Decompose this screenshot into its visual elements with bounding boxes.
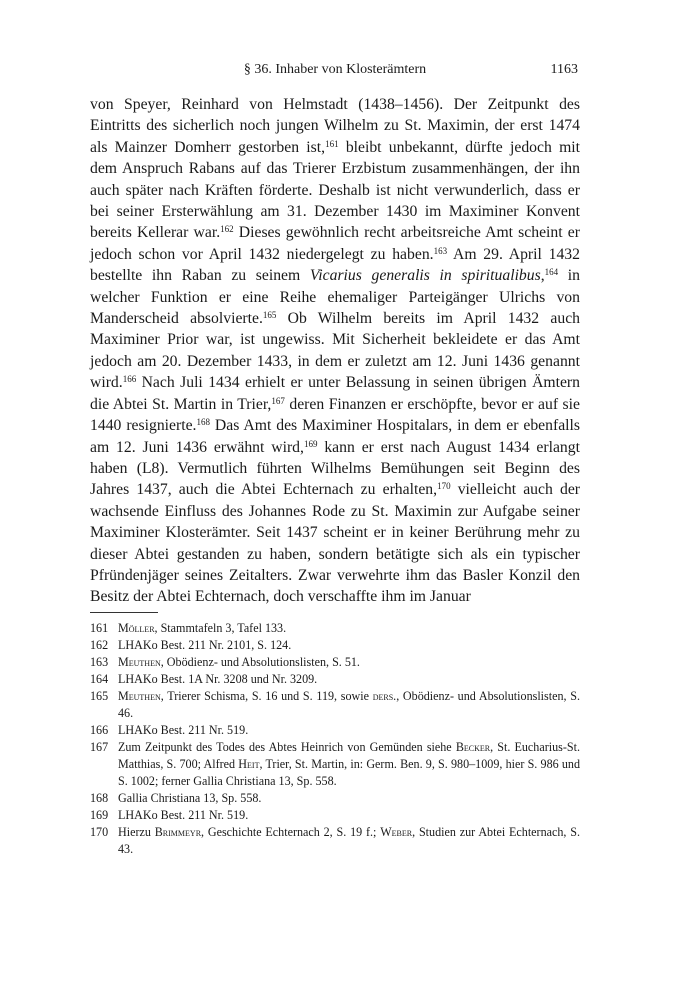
footnote-ref-161[interactable]: 161 xyxy=(325,138,339,149)
body-text-segment: kann er erst nach August 1434 erlangt haben (L8). Vermutlich führten Wilhelms Bemühungen seit Beginn des Jahres 1437, auch die Abtei Echternach zu erhalten, xyxy=(90,438,580,499)
author-name: Heit xyxy=(238,757,260,771)
footnote-text: LHAKo Best. 211 Nr. 519. xyxy=(118,808,249,822)
footnote-number: 166 xyxy=(90,723,109,737)
author-name: Brimmeyr xyxy=(154,825,202,839)
body-text-segment: Nach Juli 1434 erhielt er unter Belassung in seinen übrigen Ämtern die Abtei St. Martin in Trier, xyxy=(90,374,580,413)
footnote-169 xyxy=(90,807,580,824)
body-text-segment: vielleicht auch der wachsende Einfluss des Johannes Rode zu St. Maximin zur Aufgabe seiner Maximiner Klosterämter. Seit 1437 scheint er in keiner Berührung mehr zu dieser Abtei gestanden zu haben, sondern betätigte sich als ein typischer Pfründenjäger seines Zeitalters. Zwar verwehrte ihm das Basler Konzil den Besitz der Abtei Echternach, doch verschaffte ihm im Januar xyxy=(90,481,581,606)
footnote-text: , Studien zur Abtei Echternach, S. 43. xyxy=(118,825,580,856)
footnote-166 xyxy=(90,722,580,739)
footnote-167 xyxy=(90,739,580,790)
footnote-ref-170[interactable]: 170 xyxy=(437,481,451,492)
footnote-ref-166[interactable]: 166 xyxy=(122,374,137,385)
footnote-number: 167 xyxy=(90,740,109,754)
footnote-number: 165 xyxy=(90,689,109,703)
body-text-segment: bleibt unbekannt, dürfte jedoch mit dem Anspruch Rabans auf das Trierer Erzbistum zusammenhängen, der ihn auch später nach Kräften förderte. Deshalb ist nicht verwunderlich, dass er bei seiner Ersterwählung am 31. Dezember 1430 im Maximiner Konvent bereits Kellerar war. xyxy=(90,138,580,242)
footnote-168 xyxy=(90,790,580,807)
footnote-163 xyxy=(90,654,580,671)
footnote-text: , Obödienz- und Absolutionslisten, S. 46. xyxy=(118,689,580,720)
footnote-161 xyxy=(90,620,580,637)
footnotes xyxy=(90,620,580,858)
footnote-165 xyxy=(90,688,580,722)
footnote-separator xyxy=(90,612,158,613)
author-name: Meuthen xyxy=(118,689,161,703)
author-name: Becker xyxy=(455,740,491,754)
body-paragraph xyxy=(90,94,580,608)
body-text-segment: deren Finanzen er erschöpfte, bevor er auf sie 1440 resignierte. xyxy=(90,395,580,435)
footnote-text: LHAKo Best. 211 Nr. 2101, S. 124. xyxy=(118,638,292,652)
footnote-number: 162 xyxy=(90,638,109,652)
footnote-170 xyxy=(90,824,580,858)
body-text-segment: , xyxy=(540,267,545,285)
footnote-ref-163[interactable]: 163 xyxy=(433,245,448,256)
running-title: § 36. Inhaber von Klosterämtern xyxy=(243,62,427,77)
running-head xyxy=(92,62,578,82)
footnote-number: 163 xyxy=(90,655,109,669)
footnote-ref-168[interactable]: 168 xyxy=(196,417,210,428)
body-text-segment: von Speyer, Reinhard von Helmstadt (1438–1456). Der Zeitpunkt des Eintritts des sicherlich noch jungen Wilhelm zu St. Maximin, der erst 1474 als Mainzer Domherr gestorben ist, xyxy=(90,96,580,156)
footnote-text: Gallia Christiana 13, Sp. 558. xyxy=(118,791,262,805)
footnote-164 xyxy=(90,671,580,688)
footnote-ref-169[interactable]: 169 xyxy=(303,438,318,449)
footnote-number: 161 xyxy=(90,621,109,635)
footnote-text: , St. Eucharius-St. Matthias, S. 700; Alfred xyxy=(118,740,580,771)
author-name: Möller xyxy=(118,621,155,635)
footnote-text: Zum Zeitpunkt des Todes des Abtes Heinrich von Gemünden siehe xyxy=(118,740,456,754)
footnote-number: 164 xyxy=(90,672,109,686)
body-text-segment: in welcher Funktion er eine Reihe ehemaliger Parteigänger Ulrichs von Manderscheid absolvierte. xyxy=(90,267,581,328)
footnote-number: 168 xyxy=(90,791,109,805)
footnote-ref-162[interactable]: 162 xyxy=(220,224,234,235)
author-name: Weber xyxy=(380,825,413,839)
footnote-text: , Trier, St. Martin, in: Germ. Ben. 9, S. 980–1009, hier S. 986 und S. 1002; ferner Gallia Christiana 13, Sp. 558. xyxy=(118,757,580,788)
footnote-ref-167[interactable]: 167 xyxy=(271,395,285,406)
footnote-ref-164[interactable]: 164 xyxy=(544,267,559,278)
italic-term: Vicarius generalis in spiritualibus xyxy=(309,267,541,285)
body-text-segment: Das Amt des Maximiner Hospitalars, in dem er ebenfalls am 12. Juni 1436 erwähnt wird, xyxy=(90,417,580,456)
footnote-text: LHAKo Best. 211 Nr. 519. xyxy=(118,723,249,737)
footnote-number: 169 xyxy=(90,808,109,822)
footnote-text: , Obödienz- und Absolutionslisten, S. 51. xyxy=(160,655,360,669)
footnote-number: 170 xyxy=(90,825,109,839)
footnote-text: , Stammtafeln 3, Tafel 133. xyxy=(154,621,287,635)
body-text-segment: Ob Wilhelm bereits im April 1432 auch Maximiner Prior war, ist ungewiss. Mit Sicherheit bekleidete er das Amt jedoch am 20. Dezember 1433, in dem er zuletzt am 12. Juni 1436 genannt wird. xyxy=(90,310,580,392)
footnote-162 xyxy=(90,637,580,654)
footnote-ref-165[interactable]: 165 xyxy=(262,310,277,321)
footnote-text: Hierzu xyxy=(118,825,155,839)
author-name: ders. xyxy=(372,689,397,703)
body-text-segment: Dieses gewöhnlich recht arbeitsreiche Amt scheint er jedoch schon vor April 1432 niedergelegt zu haben. xyxy=(90,224,580,263)
body-text-segment: Am 29. April 1432 bestellte ihn Raban zu seinem xyxy=(90,245,580,285)
page-number: 1163 xyxy=(550,62,578,77)
footnote-text: LHAKo Best. 1A Nr. 3208 und Nr. 3209. xyxy=(118,672,318,686)
footnote-text: , Geschichte Echternach 2, S. 19 f.; xyxy=(201,825,381,839)
author-name: Meuthen xyxy=(118,655,161,669)
footnote-text: , Trierer Schisma, S. 16 und S. 119, sowie xyxy=(160,689,373,703)
